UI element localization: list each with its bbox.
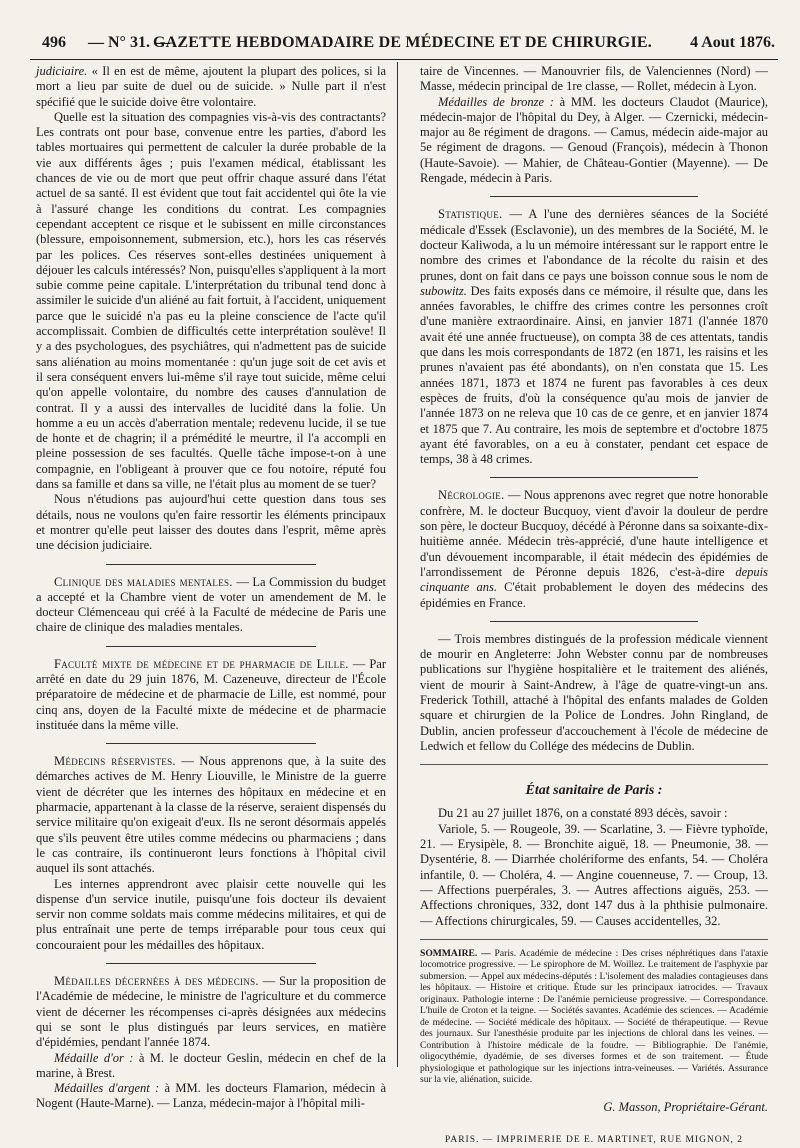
section-separator bbox=[106, 963, 316, 964]
sommaire-box bbox=[420, 939, 768, 1148]
section-text: — A l'une des dernières séances de la Société médicale d'Essek (Esclavonie), un des membres de la Société, M. le docteur Kaliwoda, a lu un mémoire intéressant sur le rapport entre le nombre des crimes et l'abondance de la récolte du raisin et des prunes, dont on fait dans ce pays une boisson connue sous le nom de bbox=[420, 207, 768, 283]
left-column bbox=[36, 64, 386, 1112]
italic-word: subowitz. bbox=[420, 283, 467, 298]
section-text: — La Commission du budget a accepté et la Chambre vient de voter un amendement de M. le docteur Clémenceau qui créé à la Faculté de médecine de Paris une chaire de clinique des maladies mentales. bbox=[36, 574, 386, 635]
section-heading: Nécrologie. bbox=[438, 488, 505, 503]
section-medailles bbox=[36, 974, 386, 1050]
label-argent: Médailles d'argent : bbox=[54, 1081, 160, 1096]
text: à MM. les docteurs Flamarion, médecin à Nogent (Haute-Marne). — Lanza, médecin-major à l'hôpital mili- bbox=[36, 1081, 386, 1111]
paragraph-etat-details: Variole, 5. — Rougeole, 39. — Scarlatine, 3. — Fièvre typhoïde, 21. — Erysipèle, 8. — Bronchite aiguë, 18. — Pneumonie, 38. — Dysentérie, 8. — Diarrhée cholériforme des enfants, 54. — Choléra infantile, 0. — Choléra, 4. — Angine couenneuse, 7. — Croup, 13. — Affections puerpérales, 3. — Autres affections aiguës, 253. — Affections chroniques, 332, dont 147 dus à la phthisie pulmonaire. — Affections chirurgicales, 59. — Causes accidentelles, 32. bbox=[420, 821, 768, 928]
paragraph-judiciaire bbox=[36, 64, 386, 110]
section-faculte bbox=[36, 657, 386, 733]
header-rule bbox=[30, 59, 778, 60]
column-divider bbox=[397, 62, 398, 1067]
right-column bbox=[420, 64, 768, 1148]
paragraph-internes: Les internes apprendront avec plaisir cette nouvelle qui les dispense d'un service inutile, puisqu'une fois docteur ils devaient servir non comme soldats mais comme médecins militaires, et qui de plus entraînait une perte de temps irréparable pour tous ceux qui concouraient pour les médailles des hôpitaux. bbox=[36, 876, 386, 952]
section-statistique bbox=[420, 207, 768, 467]
section-separator bbox=[106, 646, 316, 647]
sommaire bbox=[420, 948, 768, 1086]
section-heading: Médecins réservistes. bbox=[54, 754, 176, 769]
italic-word: judiciaire. bbox=[36, 64, 88, 78]
section-heading: Statistique. bbox=[438, 207, 503, 222]
section-separator bbox=[490, 477, 699, 478]
etat-sanitaire-title: État sanitaire de Paris : bbox=[525, 783, 663, 799]
printer-imprint: PARIS. — IMPRIMERIE DE E. MARTINET, RUE MIGNON, 2 bbox=[444, 1135, 744, 1146]
section-text: — Nous apprenons que, à la suite des démarches actives de M. Henry Liouville, le Ministre de la guerre vient de décréter que les internes des hôpitaux en médecine et en pharmacie, appartenant à la classe de la réserve, seraient dispensés du service militaire qu'on exigeait d'eux. Ils ne seront désormais appelés que s'ils peuvent être utiles comme médecins ou pharmaciens ; dans le cas contraire, ils continueront leurs fonctions à l'hôpital civil auquel ils sont attachés. bbox=[36, 754, 387, 876]
paragraph-conclusion: Nous n'étudions pas aujourd'hui cette question dans tous ses détails, nous ne voulons qu'en faire ressortir les éléments principaux et montrer qu'elle peut laisser des doutes dans l'esprit, même après une décision judiciaire. bbox=[36, 492, 386, 553]
section-separator bbox=[420, 764, 768, 765]
section-heading: Clinique des maladies mentales. bbox=[54, 574, 233, 589]
section-necrologie bbox=[420, 488, 768, 610]
text: à M. le docteur Geslin, médecin en chef de la marine, à Brest. bbox=[36, 1050, 386, 1080]
paragraph-medailles-continued: taire de Vincennes. — Manouvrier fils, de Valenciennes (Nord) — Masse, médecin principal de 1re classe, — Rollet, médecin à Lyon. bbox=[420, 64, 768, 94]
paragraph-medaille-bronze bbox=[420, 95, 768, 187]
section-separator bbox=[106, 743, 316, 744]
text: à MM. les docteurs Claudot (Maurice), médecin-major de l'hôpital du Dey, à Alger. — Czernicki, médecin-major au 8e régiment de dragons. — Camus, médecin aide-major au 5e régiment de dragons. — Genoud (François), médecin à Thonon (Haute-Savoie). — Mahier, de Château-Gontier (Mayenne). — De Rengade, médecin à Paris. bbox=[420, 94, 768, 186]
section-heading: Médailles décernées à des médecins. bbox=[54, 974, 259, 989]
section-separator bbox=[106, 564, 316, 565]
issue-date: 4 Aout 1876. bbox=[690, 34, 775, 51]
section-clinique bbox=[36, 575, 386, 636]
label-or: Médaille d'or : bbox=[54, 1050, 134, 1065]
publisher-signature: G. Masson, Propriétaire-Gérant. bbox=[603, 1099, 768, 1114]
section-text: C'était probablement le doyen des médecins des épidémies en France. bbox=[420, 580, 769, 610]
issue-number: — N° 31. — bbox=[88, 34, 170, 51]
section-medecins-reservistes bbox=[36, 754, 386, 876]
section-text: — Par arrêté en date du 29 juin 1876, M. Cazeneuve, directeur de l'École préparatoire de médecine et de pharmacie de Lille, est nommé, pour cinq ans, doyen de la Faculté mixte de médecine et de pharmacie instituée dans la même ville. bbox=[36, 656, 387, 732]
sommaire-text: Paris. Académie de médecine : Des crises néphrétiques dans l'ataxie locomotrice progressive. — Le spirophore de M. Woillez. Le traitement de l'asphyxie par submersion. — Appel aux médecins-députés : L'isolement des maladies contagieuses dans les hôpitaux. — Histoire et critique. Étude sur les principaux iatrocides. — Travaux originaux. Pathologie interne : De l'anémie pernicieuse progressive. — Correspondance. L'huile de Croton et la teigne. — Sociétés savantes. Académie des sciences. — Académie de médecine. — Société médicale des hôpitaux. — Société de thérapeutique. — Revue des journaux. Sur l'anesthésie produite par les injections de chloral dans les veines. — Contribution à l'histoire médicale de la foudre. — Bibliographie. De l'anémie, oligocythémie, dyadémie, de ses diverses formes et de son traitement. — Étude physiologique et pathologique sur les injections intra-veineuses. — Variétés. Assurance sur la vie, aliénation, suicide. bbox=[420, 947, 768, 1086]
sommaire-label: SOMMAIRE. — bbox=[420, 947, 491, 959]
section-text: Des faits exposés dans ce mémoire, il résulte que, dans les années favorables, le chiffre des crimes contre les personnes croît d'une manière extraordinaire. Ainsi, en janvier 1871 (l'année 1870 avait été une année fructueuse), on compta 38 de ces attentats, tandis que dans les mois correspondants de 1872 (en 1871, les raisins et les prunes n'avaient pas été abondants), on n'en constata que 15. Les années 1871, 1873 et 1874 ne furent pas favorables à ces deux espèces de fruits, d'où la conséquence qu'au mois de janvier de l'année 1873 on ne releva que 10 cas de ce genre, et en janvier 1874 et 1875 que 7. Au contraire, les mois de septembre et d'octobre 1875 ayant été favorables, on a eu à constater, pendant cet espace de temps, 38 à 48 crimes. bbox=[420, 283, 769, 467]
section-heading: Faculté mixte de médecine et de pharmacie de Lille. bbox=[54, 656, 349, 671]
paragraph-situation: Quelle est la situation des compagnies vis-à-vis des contractants? Les contrats ont pour base, convenue entre les parties, d'abord les tables mortuaires qui permettent de calculer la durée probable de la vie aux différents âges ; puis l'examen médical, établissant les chances de vie ou de mort que peut offrir chaque assuré dans l'état actuel de sa santé. Il est évident que tout fait accidentel qui ôte la vie à l'assuré change les conditions du contrat. Les compagnies cependant acceptent ce risque et le subissent en mille circonstances (blessure, empoisonnement, submersion, etc.), hors les cas réservés par les polices. Ces réserves sont-elles destinées uniquement à déjouer les calculs intéressés? Non, puisqu'elles s'appliquent à la mort subie comme peine capitale. L'interprétation du tribunal tend donc à assimiler le suicide d'un aliéné au fait fortuit, à l'accident, uniquement parce que le suicidé n'a pas eu la pleine conscience de l'acte qu'il accomplissait. Combien de difficultés cette interprétation soulève! Il y a des psychologues, des psychiâtres, qui n'admettent pas de suicide sans aliénation au moins momentanée : qu'un juge soit de cet avis et il sera conséquent envers lui-même s'il raye tout suicide, même celui qu'on appelle volontaire, du nombre des causes d'annulation de contrat. Il y a aussi des intervalles de lucidité dans la folie. Un homme a eu un accès d'aberration mentale; redevenu lucide, il se tue de honte et de chagrin; il a prémédité le meurtre, il l'a accompli en pleine possession de ses facultés. Quelle tâche impose-t-on à une compagnie, en l'obligeant à prouver que ce fou notoire, réputé fou dans sa famille et dans sa ville, ne l'était plus au moment de se tuer? bbox=[36, 109, 386, 492]
page-number: 496 bbox=[42, 34, 66, 51]
paragraph-medaille-argent bbox=[36, 1081, 386, 1112]
italic-phrase: depuis cinquante ans. bbox=[420, 564, 769, 595]
text: « Il en est de même, ajoutent la plupart des polices, si la mort a lieu par suite de duel ou de suicide. » Nulle part il n'est spécifié que le suicide doive être volontaire. bbox=[36, 64, 386, 109]
paragraph-trois-membres: — Trois membres distingués de la profession médicale viennent de mourir en Angleterre: John Webster connu par de nombreuses publications sur l'hygiène hospitalière et le traitement des aliénés, vient de mourir à Saint-Andrew, à l'âge de quatre-vingt-un ans. Frederick Tothill, attaché à l'hôpital des enfants malades de Golden square et chirurgien de la Police de Londres. John Ringland, de Dublin, ancien professeur d'accouchement à l'école de médecine de Ledwich et fellow du Collége des médecins de Dublin. bbox=[420, 631, 768, 753]
section-separator bbox=[490, 196, 699, 197]
paragraph-medaille-or bbox=[36, 1051, 386, 1082]
section-text: — Nous apprenons avec regret que notre honorable confrère, M. le docteur Bucquoy, vient d'avoir la douleur de perdre son père, le docteur Bucquoy, décédé à Péronne dans sa soixante-dix-huitième année. Médecin très-apprécié, d'une haute intelligence et d'un dévouement incomparable, il était médecin des épidémies de l'arrondissement de Péronne depuis 1826, c'est-à-dire bbox=[420, 488, 768, 579]
section-text: — Sur la proposition de l'Académie de médecine, le ministre de l'agriculture et du commerce vient de décerner les récompenses ci-après désignées aux médecins qui se sont le plus distingués par leurs services, en matière d'épidémies, pendant l'année 1874. bbox=[36, 974, 386, 1050]
label-bronze: Médailles de bronze : bbox=[438, 94, 554, 109]
paragraph-etat-intro: Du 21 au 27 juillet 1876, on a constaté 893 décès, savoir : bbox=[438, 806, 728, 821]
page-header bbox=[30, 34, 775, 54]
section-separator bbox=[490, 621, 699, 622]
journal-title: GAZETTE HEBDOMADAIRE DE MÉDECINE ET DE CHIRURGIE. bbox=[153, 34, 652, 51]
